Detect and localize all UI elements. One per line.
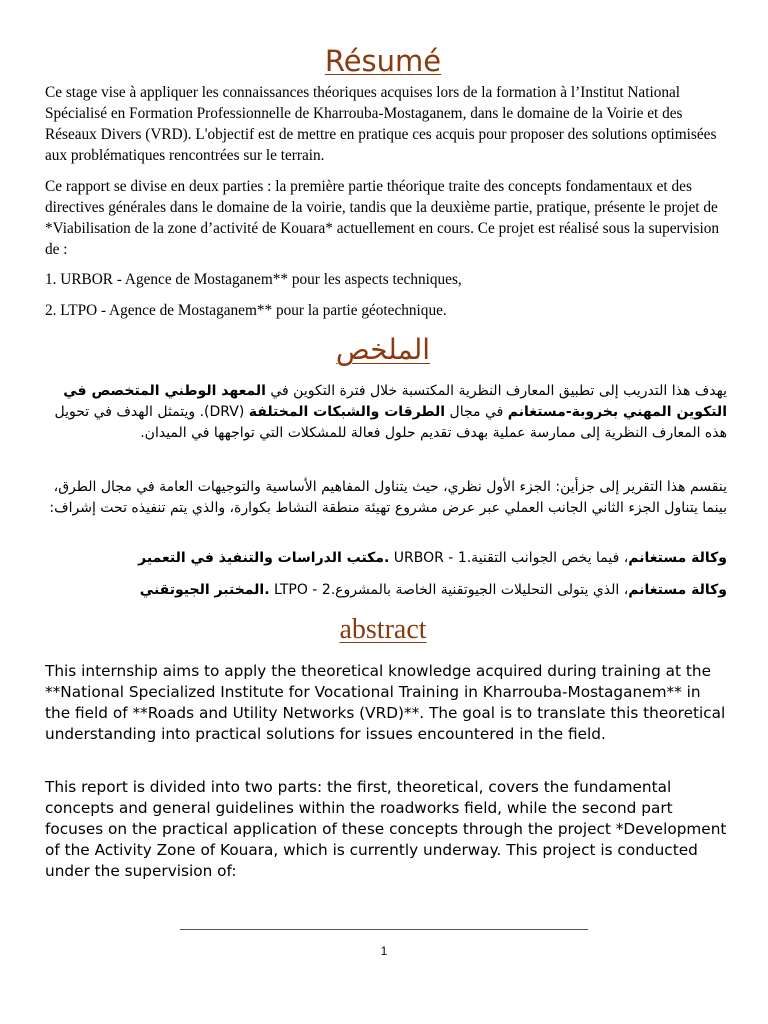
footer-divider (180, 929, 588, 930)
arabic-p1-text-a: يهدف هذا التدريب إلى تطبيق المعارف النظرية المكتسبة خلال فترة التكوين في (265, 383, 727, 399)
abstract-paragraph-1: This internship aims to apply the theoretical knowledge acquired during training at the **National Specialized Institute for Vocational Training in Kharrouba-Mostaganem** in the field of **Roads and Utility Networks (VRD)**. The goal is to translate this theoretical understanding into practical solutions for issues encountered in the field. (45, 662, 726, 743)
resume-list-item-1: 1. URBOR - Agence de Mostaganem** pour les aspects techniques, (45, 271, 462, 288)
arabic-summary-title: الملخص (335, 333, 431, 366)
page-number: 1 (380, 944, 388, 958)
arabic-item2-text: ، الذي يتولى التحليلات الجيوتقنية الخاصة بالمشروع.2 - LTPO (269, 582, 629, 598)
resume-paragraph-2: Ce rapport se divise en deux parties : la première partie théorique traite des concepts fondamentaux et des directives générales dans le domaine de la voirie, tandis que la deuxième partie, pratique, présente le projet de *Viabilisation de la zone d’activité de Kouara* actuellement en cours. Ce projet est réalisé sous la supervision de : (45, 178, 720, 258)
ltpo-name-ar: .المختبر الجيوتقني (139, 582, 270, 598)
agency-ar-2: وكالة مستغانم (628, 582, 727, 598)
arabic-paragraph-2: ينقسم هذا التقرير إلى جزأين: الجزء الأول نظري، حيث يتناول المفاهيم الأساسية والتوجيهات العامة في مجال الطرق، بينما يتناول الجزء الثاني الجانب العملي عبر عرض مشروع تهيئة منطقة النشاط بكوارة، والذي يتم تنفيذه تحت إشراف: (49, 479, 727, 516)
field-name-ar: الطرقات والشبكات المختلفة (248, 404, 446, 420)
agency-ar-1: وكالة مستغانم (628, 550, 727, 566)
arabic-p1-text-c: في مجال (445, 404, 508, 420)
arabic-p1-text-e: (DRV). ويتمثل الهدف في تحويل هذه المعارف النظرية إلى ممارسة عملية بهدف تقديم حلول فعالة للمشكلات التي تواجهها في الميدان. (54, 404, 727, 441)
arabic-paragraph-1 (45, 381, 727, 444)
resume-title: Résumé (324, 44, 442, 78)
urbor-name-ar: .مكتب الدراسات والتنفيذ في التعمير (138, 550, 390, 566)
arabic-list-item-1 (45, 548, 727, 569)
resume-paragraph-1: Ce stage vise à appliquer les connaissances théoriques acquises lors de la formation à l’Institut National Spécialisé en Formation Professionnelle de Kharrouba-Mostaganem, dans le domaine de la Voirie et des Réseaux Divers (VRD). L'objectif est de mettre en pratique ces acquis pour proposer des solutions optimisées aux problématiques rencontrées sur le terrain. (45, 84, 717, 164)
abstract-title: abstract (339, 614, 427, 645)
abstract-paragraph-2: This report is divided into two parts: the first, theoretical, covers the fundamental concepts and general guidelines within the roadworks field, while the second part focuses on the practical application of these concepts through the project *Development of the Activity Zone of Kouara, which is currently underway. This project is conducted under the supervision of: (45, 778, 727, 880)
arabic-item1-text: ، فيما يخص الجوانب التقنية.1 - URBOR (389, 550, 629, 566)
institute-name-ar: المعهد الوطني المتخصص في التكوين المهني بخروبة-مستغانم (63, 383, 727, 420)
resume-list-item-2: 2. LTPO - Agence de Mostaganem** pour la partie géotechnique. (45, 302, 447, 319)
arabic-list-item-2 (45, 580, 727, 601)
